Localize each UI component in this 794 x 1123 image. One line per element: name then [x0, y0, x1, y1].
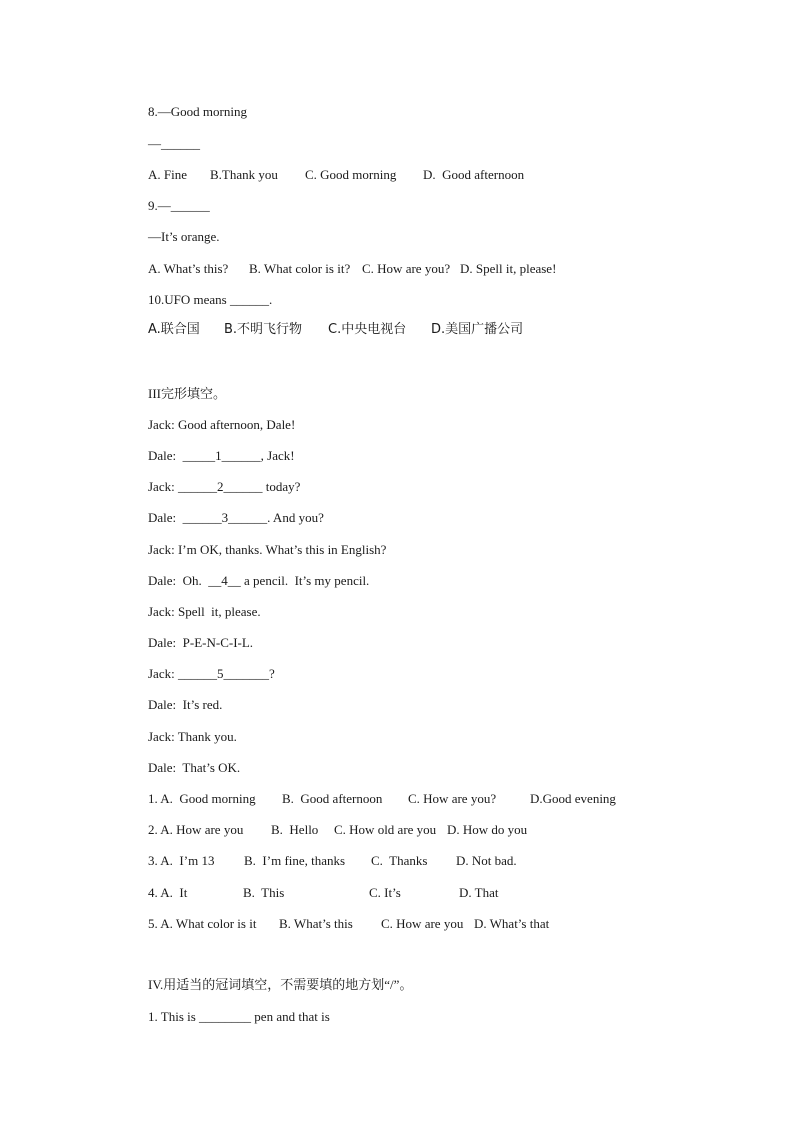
- dialogue-line: Jack: ______5_______?: [148, 666, 275, 681]
- choice-5-d: D. What’s that: [474, 916, 550, 931]
- choice-5-a: 5. A. What color is it: [148, 916, 257, 931]
- q8-reply: —______: [148, 136, 200, 151]
- q9-stem: 9.—______: [148, 198, 210, 213]
- q9-option-a: A. What’s this?: [148, 261, 229, 276]
- q9-reply: —It’s orange.: [148, 229, 220, 244]
- q10-stem: 10.UFO means ______.: [148, 292, 273, 307]
- section4-question-1: 1. This is ________ pen and that is: [148, 1009, 330, 1024]
- dialogue-line: Dale: That’s OK.: [148, 760, 241, 775]
- choice-4-d: D. That: [459, 885, 499, 900]
- q8-stem: 8.—Good morning: [148, 104, 247, 119]
- dialogue-line: Jack: ______2______ today?: [148, 479, 301, 494]
- q8-option-b: B.Thank you: [210, 167, 278, 182]
- dialogue-line: Dale: ______3______. And you?: [148, 510, 324, 525]
- choice-row-3: [0, 853, 794, 869]
- q10-option-c: C.中央电视台: [328, 322, 407, 337]
- q10-option-a: A.联合国: [148, 322, 200, 337]
- choice-1-b: B. Good afternoon: [282, 791, 383, 806]
- q9-option-d: D. Spell it, please!: [460, 261, 557, 276]
- q8-option-a: A. Fine: [148, 167, 187, 182]
- dialogue-line: Dale: Oh. __4__ a pencil. It’s my pencil.: [148, 573, 370, 588]
- q8-option-d: D. Good afternoon: [423, 167, 525, 182]
- choice-1-a: 1. A. Good morning: [148, 791, 256, 806]
- dialogue-line: Jack: Spell it, please.: [148, 604, 261, 619]
- dialogue-line: Jack: I’m OK, thanks. What’s this in English?: [148, 542, 387, 557]
- q8-option-c: C. Good morning: [305, 167, 397, 182]
- choice-row-4: [0, 885, 794, 901]
- choice-2-b: B. Hello: [271, 822, 319, 837]
- choice-3-a: 3. A. I’m 13: [148, 853, 215, 868]
- choice-5-c: C. How are you: [381, 916, 464, 931]
- choice-3-d: D. Not bad.: [456, 853, 517, 868]
- dialogue-line: Dale: _____1______, Jack!: [148, 448, 295, 463]
- choice-1-c: C. How are you?: [408, 791, 497, 806]
- choice-2-d: D. How do you: [447, 822, 528, 837]
- choice-3-c: C. Thanks: [371, 853, 428, 868]
- q9-option-b: B. What color is it?: [249, 261, 351, 276]
- choice-4-b: B. This: [243, 885, 285, 900]
- choice-row-1: [0, 791, 794, 807]
- q9-options: [0, 261, 794, 277]
- q8-options: [0, 167, 794, 183]
- choice-3-b: B. I’m fine, thanks: [244, 853, 346, 868]
- choice-1-d: D.Good evening: [530, 791, 616, 806]
- q10-option-b: B.不明飞行物: [224, 322, 303, 337]
- dialogue-line: Jack: Thank you.: [148, 729, 237, 744]
- choice-row-5: [0, 916, 794, 932]
- section3-title: III完形填空。: [148, 386, 226, 401]
- q10-option-d: D.美国广播公司: [431, 322, 524, 337]
- q9-option-c: C. How are you?: [362, 261, 451, 276]
- dialogue-line: Dale: It’s red.: [148, 697, 223, 712]
- choice-4-c: C. It’s: [369, 885, 401, 900]
- choice-5-b: B. What’s this: [279, 916, 353, 931]
- choice-2-a: 2. A. How are you: [148, 822, 244, 837]
- dialogue-line: Dale: P-E-N-C-I-L.: [148, 635, 254, 650]
- dialogue-line: Jack: Good afternoon, Dale!: [148, 417, 296, 432]
- q10-options: [0, 322, 794, 338]
- choice-4-a: 4. A. It: [148, 885, 188, 900]
- choice-2-c: C. How old are you: [334, 822, 437, 837]
- choice-row-2: [0, 822, 794, 838]
- section4-title: IV.用适当的冠词填空，不需要填的地方划“/”。: [148, 977, 413, 992]
